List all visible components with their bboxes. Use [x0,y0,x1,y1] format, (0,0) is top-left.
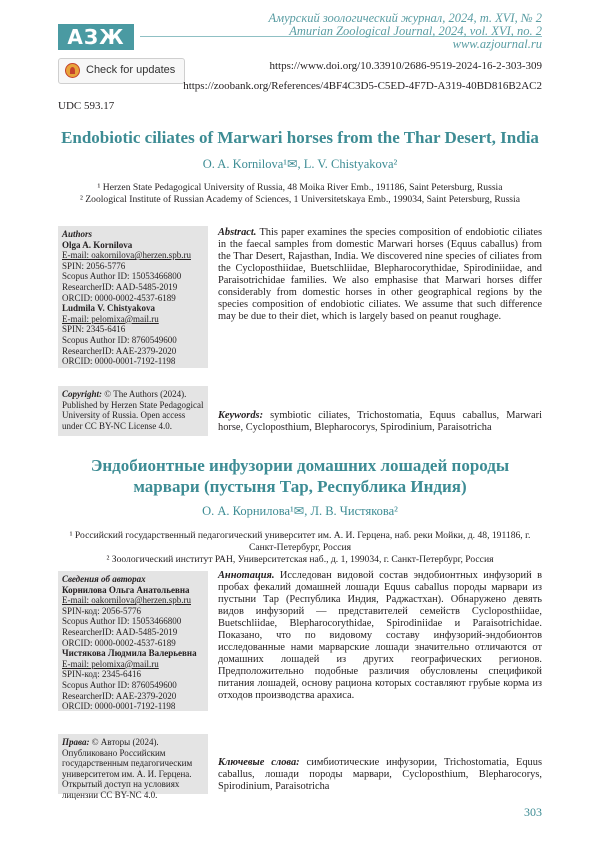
affiliation-2-en: ² Zoological Institute of Russian Academy of Sciences, 1 Universitetskaya Emb., 199034, Saint Petersburg, Russia [80,194,520,205]
author-researcherid: ResearcherID: AAD-5485-2019 [62,281,178,292]
crossmark-icon [65,63,80,78]
author-name: Ludmila V. Chistyakova [62,303,155,314]
abstract-text: This paper examines the species composition of endobiotic ciliates in the faecal samples from domestic Marwari horses (Equus caballus) from the Thar Desert, Rajasthan, India. We discovered nine species of ciliates from the Cycloposthiidae, Buetschliidae, Blepharocorythidae, Spirodiniidae, and Paraisotrichidae families. We also emphasise that Marwari horses differ considerably from domestic horses in other geographical regions by the species composition of endobiotic ciliates. We assume that such difference may be due to their diet, which is largely based on peanut roughage. [218,227,542,322]
keywords-text: симбиотические инфузории, Trichostomatia, Equus caballus, лошади породы марвари, Cycloposthium, Blepharocorys, Spirodinium, Paraisotricha [218,757,542,792]
author-email[interactable]: E-mail: oakornilova@herzen.spb.ru [62,595,191,606]
doi-link[interactable]: https://www.doi.org/10.33910/2686-9519-2024-16-2-303-309 [269,60,542,72]
author-info-ru [58,571,208,711]
author-scopus: Scopus Author ID: 15053466800 [62,616,182,627]
authors-en: O. A. Kornilova¹✉, L. V. Chistyakova² [202,157,398,171]
author-researcherid: ResearcherID: AAD-5485-2019 [62,626,178,637]
author-scopus: Scopus Author ID: 8760549600 [62,679,177,690]
abstract-en [218,227,542,323]
copyright-en: Copyright: © The Authors (2024). Published by Herzen State Pedagogical University of Russia. Open access under CC BY-NC License 4.0. [58,386,208,436]
author-researcherid: ResearcherID: AAE-2379-2020 [62,690,177,701]
author-orcid: ORCID: 0000-0002-4537-6189 [62,292,176,303]
journal-site[interactable]: www.azjournal.ru [452,37,542,51]
author-name: Чистякова Людмила Валерьевна [62,648,197,659]
journal-name-ru: Амурский зоологический журнал, 2024, т. XVI, № 2 [268,11,542,25]
page-number: 303 [524,805,542,819]
abstract-label: Аннотация. [218,570,275,581]
keywords-text: symbiotic ciliates, Trichostomatia, Equus caballus, Marwari horse, Cycloposthium, Blepharocorys, Spirodinium, Paraisotricha [218,410,542,433]
author-scopus: Scopus Author ID: 8760549600 [62,334,177,345]
affiliation-2-ru: ² Зоологический институт РАН, Университетская наб., д. 1, 199034, г. Санкт-Петербург, Россия [106,554,494,565]
author-orcid: ORCID: 0000-0002-4537-6189 [62,637,176,648]
journal-info [269,12,542,51]
keywords-ru [218,757,542,793]
keywords-en [218,410,542,434]
zoobank-link[interactable]: https://zoobank.org/References/4BF4C3D5-C5ED-4F7D-A319-40BD816B2AC2 [183,80,542,92]
author-scopus: Scopus Author ID: 15053466800 [62,271,182,282]
author-spin: SPIN: 2056-5776 [62,260,126,271]
author-spin: SPIN: 2345-6416 [62,324,126,335]
keywords-label: Keywords: [218,410,264,421]
abstract-text: Исследован видовой состав эндобионтных инфузорий в пробах фекалий домашней лошади Equus caballus породы марвари из пустыни Тар (Республика Индия, Раджастхан). Обнаружено девять видов инфузорий — представителей семейств Cycloposthiidae, Buetschliidae, Blepharocorythidae, Spirodiniidae и Paraisotrichidae. Показано, что по видовому составу инфузорий-эндобионтов исследованные нами марварские лошади значительно отличаются от домашних лошадей из других географических регионов. Предположительно подобные различия обусловлены спецификой питания лошадей, основу рациона которых составляют грубые корма из отходов производства арахиса. [218,570,542,701]
author-spin: SPIN-код: 2345-6416 [62,669,141,680]
affiliation-1-ru: ¹ Российский государственный педагогический университет им. А. И. Герцена, наб. реки Мойки, д. 48, 191186, г. Санкт-Петербург, Россия [69,530,531,553]
title-en: Endobiotic ciliates of Marwari horses from the Thar Desert, India [61,128,539,147]
check-updates-button[interactable] [58,58,185,84]
author-researcherid: ResearcherID: AAE-2379-2020 [62,345,177,356]
author-info-heading: Authors [62,229,93,239]
author-orcid: ORCID: 0000-0001-7192-1198 [62,356,176,367]
author-spin: SPIN-код: 2056-5776 [62,605,141,616]
author-email[interactable]: E-mail: pelomixa@mail.ru [62,658,159,669]
copyright-ru: Права: © Авторы (2024). Опубликовано Российским государственным педагогическим университетом им. А. И. Герцена. Открытый доступ на условиях лицензии CC BY-NC 4.0. [58,734,208,794]
title-ru: Эндобионтные инфузории домашних лошадей породы марвари (пустыня Тар, Республика Индия) [90,456,510,496]
author-email[interactable]: E-mail: oakornilova@herzen.spb.ru [62,250,191,261]
author-name: Корнилова Ольга Анатольевна [62,584,190,595]
author-info-en [58,226,208,368]
keywords-label: Ключевые слова: [218,757,300,768]
author-orcid: ORCID: 0000-0001-7192-1198 [62,701,176,712]
journal-name-en: Amurian Zoological Journal, 2024, vol. XVI, no. 2 [289,24,542,38]
author-info-heading: Сведения об авторах [62,574,146,584]
journal-logo: АЗЖ [58,24,134,50]
udc-code: UDC 593.17 [58,100,115,112]
abstract-label: Abstract. [218,227,257,238]
affiliation-1-en: ¹ Herzen State Pedagogical University of Russia, 48 Moika River Emb., 191186, Saint Petersburg, Russia [97,182,503,193]
abstract-ru [218,570,542,702]
author-name: Olga A. Kornilova [62,239,133,250]
author-email[interactable]: E-mail: pelomixa@mail.ru [62,313,159,324]
check-updates-label: Check for updates [86,64,176,76]
authors-ru: О. А. Корнилова¹✉, Л. В. Чистякова² [202,504,398,518]
